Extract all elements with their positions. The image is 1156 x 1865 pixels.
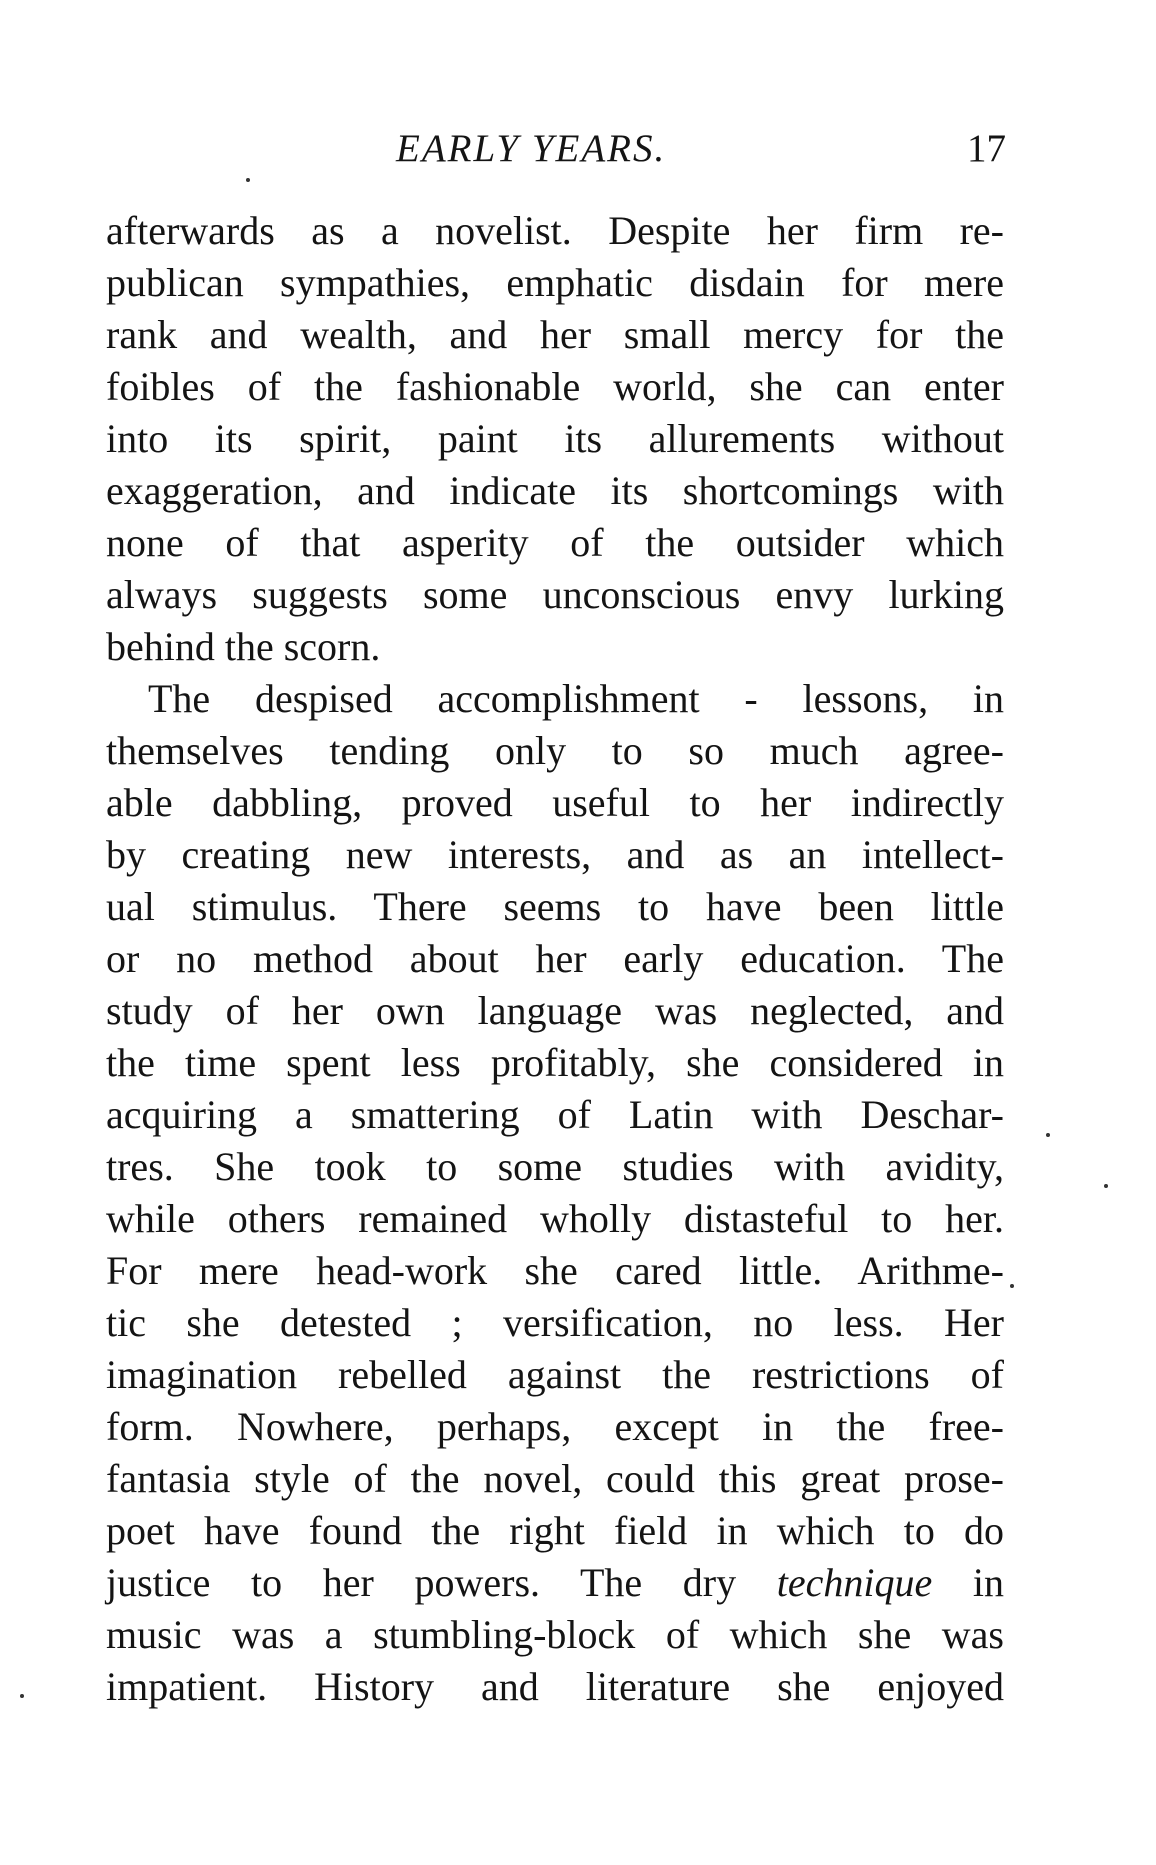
text-line: the time spent less profitably, she considered in [106, 1040, 1004, 1085]
text-line: by creating new interests, and as an intellect- [106, 832, 1004, 877]
body-text [106, 205, 1004, 1713]
paragraph-2 [106, 673, 1004, 1713]
scan-speck [246, 178, 250, 182]
paragraph-1 [106, 205, 1004, 673]
text-line: The despised accomplishment - lessons, in [148, 676, 1004, 721]
text-line: publican sympathies, emphatic disdain for mere [106, 260, 1004, 305]
text-segment: justice to her powers. The dry [106, 1560, 777, 1605]
text-line: exaggeration, and indicate its shortcomings with [106, 468, 1004, 513]
text-line: or no method about her early education. The [106, 936, 1004, 981]
text-line: music was a stumbling-block of which she was [106, 1612, 1004, 1657]
text-line: acquiring a smattering of Latin with Deschar- [106, 1092, 1004, 1137]
text-line: imagination rebelled against the restrictions of [106, 1352, 1004, 1397]
text-line: impatient. History and literature she enjoyed [106, 1664, 1004, 1709]
scan-speck [20, 1694, 24, 1698]
running-head [106, 126, 1006, 176]
text-line: always suggests some unconscious envy lurking [106, 572, 1004, 617]
text-line: none of that asperity of the outsider which [106, 520, 1004, 565]
text-line-with-italic [106, 1557, 1004, 1609]
text-line: afterwards as a novelist. Despite her firm re- [106, 208, 1004, 253]
text-line: tres. She took to some studies with avidity, [106, 1144, 1004, 1189]
text-line: foibles of the fashionable world, she can enter [106, 364, 1004, 409]
running-title: EARLY YEARS. [396, 127, 667, 170]
text-line: rank and wealth, and her small mercy for the [106, 312, 1004, 357]
scan-speck [1104, 1184, 1108, 1188]
text-line: ual stimulus. There seems to have been little [106, 884, 1004, 929]
text-line: fantasia style of the novel, could this great prose- [106, 1456, 1004, 1501]
scan-speck [1010, 1284, 1014, 1288]
text-line: study of her own language was neglected, and [106, 988, 1004, 1033]
text-segment: in [932, 1560, 1004, 1605]
page-number: 17 [967, 127, 1006, 170]
text-line: into its spirit, paint its allurements without [106, 416, 1004, 461]
text-line: while others remained wholly distasteful to her. [106, 1196, 1004, 1241]
text-line: tic she detested ; versification, no less. Her [106, 1300, 1004, 1345]
scan-speck [1046, 1133, 1050, 1137]
text-line: form. Nowhere, perhaps, except in the free- [106, 1404, 1004, 1449]
text-line: poet have found the right field in which to do [106, 1508, 1004, 1553]
text-line: themselves tending only to so much agree- [106, 728, 1004, 773]
italic-word: technique [776, 1560, 933, 1605]
text-line: behind the scorn. [106, 624, 381, 669]
text-line: For mere head-work she cared little. Arithme- [106, 1248, 1004, 1293]
text-line: able dabbling, proved useful to her indirectly [106, 780, 1004, 825]
